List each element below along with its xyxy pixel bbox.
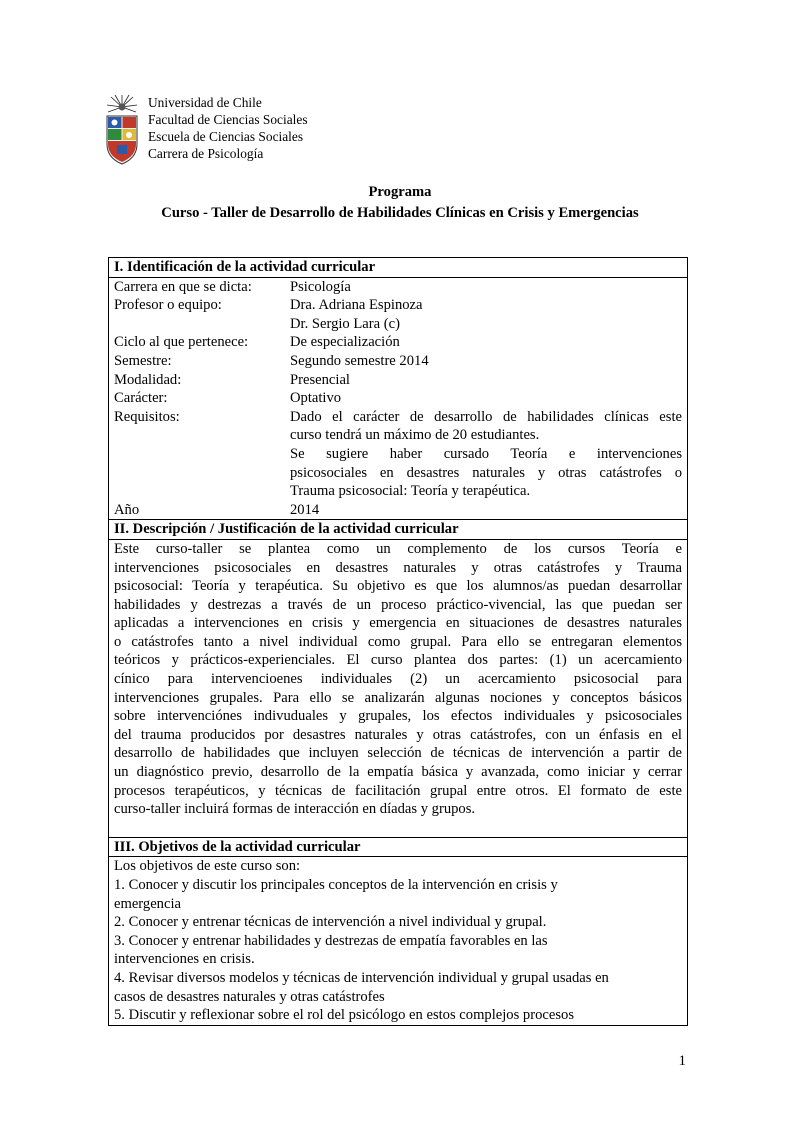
field-value-line: De especialización xyxy=(290,334,400,351)
field-value xyxy=(290,278,682,297)
field-label: Modalidad: xyxy=(114,371,182,388)
section-3-heading: III. Objetivos de la actividad curricular xyxy=(109,837,688,857)
objective-line: intervenciones en crisis. xyxy=(114,951,255,968)
field-label: Ciclo al que pertenece: xyxy=(114,334,249,351)
description-line: teóricos y prácticos-experienciales. El curso plantea dos partes: (1) un acercamiento xyxy=(114,652,682,669)
title-course: Curso - Taller de Desarrollo de Habilidades Clínicas en Crisis y Emergencias xyxy=(161,205,639,221)
field-value xyxy=(290,371,682,390)
title-program: Programa xyxy=(368,184,432,200)
identification-row xyxy=(114,482,682,501)
field-label xyxy=(114,482,290,501)
field-value-line: 2014 xyxy=(290,501,320,518)
description-line: desarrollo de habilidades que incluyen selección de técnicas de intervención a partir de xyxy=(114,745,682,762)
field-value-line: Segundo semestre 2014 xyxy=(290,352,429,369)
section-1-heading: I. Identificación de la actividad curricular xyxy=(109,258,688,278)
field-value-line: curso tendrá un máximo de 20 estudiantes. xyxy=(290,427,540,444)
identification-row xyxy=(114,426,682,445)
description-line: psicosocial: Teoría y terapéutica. Su objetivo es que los alumnos/as puedan desarrollar xyxy=(114,578,682,595)
document-title xyxy=(0,182,800,224)
university-seal-logo xyxy=(104,94,140,166)
objective-line: 5. Discutir y reflexionar sobre el rol del psicólogo en estos complejos procesos xyxy=(114,1007,574,1024)
description-line: curso-taller incluirá formas de interacción en díadas y grupos. xyxy=(114,801,476,818)
field-value xyxy=(290,389,682,408)
identification-row xyxy=(114,371,682,390)
field-value xyxy=(290,426,682,445)
description-spacer xyxy=(114,819,682,837)
objective-line: casos de desastres naturales y otras catástrofes xyxy=(114,988,385,1005)
page-number: 1 xyxy=(678,1053,686,1069)
objective-line: emergencia xyxy=(114,895,181,912)
section-2-heading: II. Descripción / Justificación de la actividad curricular xyxy=(109,520,688,540)
identification-row xyxy=(114,408,682,427)
field-value xyxy=(290,333,682,352)
field-label: Carrera en que se dicta: xyxy=(114,278,252,295)
section-2-body xyxy=(109,539,688,837)
description-line: intervenciones psicosociales en desastres naturales y otras catástrofes y Trauma xyxy=(114,559,682,576)
field-value-line: Dra. Adriana Espinoza xyxy=(290,297,423,314)
field-label: Semestre: xyxy=(114,352,172,369)
field-value-line: Optativo xyxy=(290,390,342,407)
identification-row xyxy=(114,352,682,371)
identification-row xyxy=(114,389,682,408)
identification-row xyxy=(114,296,682,333)
description-line: del trauma producidos por desastres naturales y otras catástrofes, con un énfasis en el xyxy=(114,726,682,743)
institution-university: Universidad de Chile xyxy=(148,95,262,110)
section-1-body xyxy=(109,277,688,520)
letterhead xyxy=(104,94,364,166)
field-value-line: Presencial xyxy=(290,371,350,388)
field-value-line: Psicología xyxy=(290,278,351,295)
field-value xyxy=(290,408,682,427)
field-label: Carácter: xyxy=(114,390,168,407)
field-value xyxy=(290,445,682,482)
description-line: aplicadas a intervenciones en crisis y emergencia en situaciones de desastres naturales xyxy=(114,615,682,632)
identification-row xyxy=(114,501,682,520)
description-line: procesos terapéuticos, y técnicas de facilitación grupal entre otros. El formato de este xyxy=(114,782,682,799)
field-label: Año xyxy=(114,501,140,518)
field-value-line: Dado el carácter de desarrollo de habilidades clínicas este xyxy=(290,408,682,425)
description-line: intervenciones grupales. Para ello se analizarán algunas nociones y conceptos básicos xyxy=(114,689,682,706)
field-value xyxy=(290,296,682,333)
identification-row xyxy=(114,333,682,352)
field-value-line: Trauma psicosocial: Teoría y terapéutica. xyxy=(290,483,531,500)
field-label: Requisitos: xyxy=(114,408,180,425)
description-line: un diagnóstico previo, desarrollo de la empatía básica y avanzada, como iniciar y cerrar xyxy=(114,764,682,781)
section-3-body xyxy=(109,857,688,1025)
field-value xyxy=(290,501,682,520)
description-line: cínico para intervencioenes individuales (2) un acercamiento psicosocial para xyxy=(114,671,682,688)
identification-row xyxy=(114,445,682,482)
institution-faculty: Facultad de Ciencias Sociales xyxy=(148,112,308,127)
identification-row xyxy=(114,278,682,297)
program-table xyxy=(108,257,688,1026)
objective-line: 2. Conocer y entrenar técnicas de intervención a nivel individual y grupal. xyxy=(114,914,547,931)
objective-line: 3. Conocer y entrenar habilidades y destrezas de empatía favorables en las xyxy=(114,932,548,949)
field-value-line: psicosociales en desastres naturales y otras catástrofes o xyxy=(290,464,682,481)
description-line: sobre intervenciónes indivuduales y grupales, los efectos individuales y psicosociales xyxy=(114,708,682,725)
description-line: habilidades y destrezas a través de un proceso práctico-vivencial, las que puedan ser xyxy=(114,596,682,613)
institution-block xyxy=(148,94,308,162)
objective-line: Los objetivos de este curso son: xyxy=(114,858,301,875)
description-line: o catástrofes tanto a nivel individual como grupal. Para ello se entregaran elementos xyxy=(114,633,682,650)
institution-school: Escuela de Ciencias Sociales xyxy=(148,129,304,144)
field-value xyxy=(290,352,682,371)
objective-line: 4. Revisar diversos modelos y técnicas de intervención individual y grupal usadas en xyxy=(114,969,609,986)
field-value xyxy=(290,482,682,501)
field-label xyxy=(114,426,290,445)
field-value-line: Dr. Sergio Lara (c) xyxy=(290,315,400,332)
field-label: Profesor o equipo: xyxy=(114,297,222,314)
institution-program: Carrera de Psicología xyxy=(148,146,264,161)
description-line: Este curso-taller se plantea como un complemento de los cursos Teoría e xyxy=(114,540,682,557)
field-label xyxy=(114,445,290,482)
objective-line: 1. Conocer y discutir los principales conceptos de la intervención en crisis y xyxy=(114,877,558,893)
field-value-line: Se sugiere haber cursado Teoría e intervenciones xyxy=(290,445,682,462)
